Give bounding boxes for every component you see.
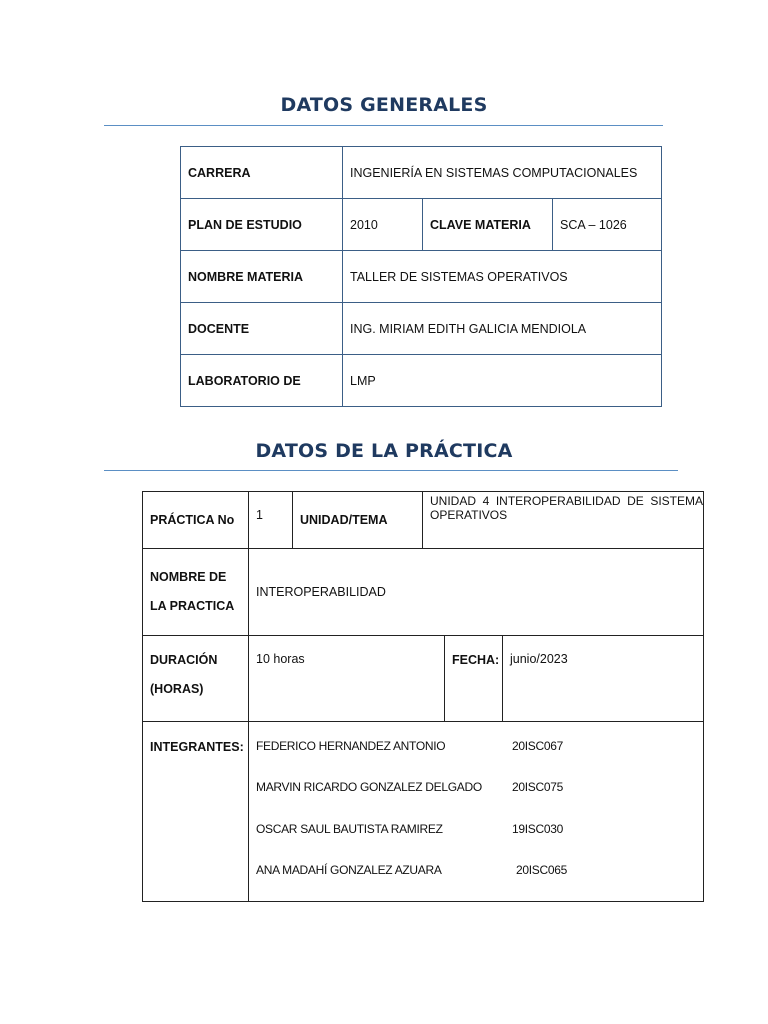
unidad-value: UNIDAD 4 INTEROPERABILIDAD DE SISTEMA OPERATIVOS xyxy=(423,492,704,549)
nombre-label: NOMBRE DE LA PRACTICA xyxy=(143,549,249,636)
materia-value: TALLER DE SISTEMAS OPERATIVOS xyxy=(343,251,662,303)
member-name: FEDERICO HERNANDEZ ANTONIO xyxy=(256,738,446,753)
docente-label: DOCENTE xyxy=(181,303,343,355)
list-item xyxy=(256,808,696,850)
clave-value: SCA – 1026 xyxy=(553,199,662,251)
table-row xyxy=(143,492,704,549)
member-name: MARVIN RICARDO GONZALEZ DELGADO xyxy=(256,780,482,795)
plan-value: 2010 xyxy=(343,199,423,251)
member-name: ANA MADAHÍ GONZALEZ AZUARA xyxy=(256,863,442,878)
lab-value: LMP xyxy=(343,355,662,407)
list-item xyxy=(256,725,696,767)
docente-value: ING. MIRIAM EDITH GALICIA MENDIOLA xyxy=(343,303,662,355)
practica-label: PRÁCTICA No xyxy=(143,492,249,549)
practica-value: 1 xyxy=(249,492,293,549)
table-row xyxy=(143,722,704,902)
member-name: OSCAR SAUL BAUTISTA RAMIREZ xyxy=(256,821,443,836)
duracion-label: DURACIÓN (HORAS) xyxy=(143,636,249,722)
unidad-label: UNIDAD/TEMA xyxy=(293,492,423,549)
materia-label: NOMBRE MATERIA xyxy=(181,251,343,303)
carrera-value: INGENIERÍA EN SISTEMAS COMPUTACIONALES xyxy=(343,147,662,199)
table-row xyxy=(143,636,704,722)
table-row xyxy=(181,251,662,303)
fecha-value: junio/2023 xyxy=(503,636,704,722)
clave-label: CLAVE MATERIA xyxy=(423,199,553,251)
member-id: 20ISC075 xyxy=(512,780,563,795)
table-row xyxy=(181,303,662,355)
integrantes-label: INTEGRANTES: xyxy=(143,722,249,902)
lab-label: LABORATORIO DE xyxy=(181,355,343,407)
general-data-title: DATOS GENERALES xyxy=(280,94,488,116)
member-id: 19ISC030 xyxy=(512,821,563,836)
duracion-value: 10 horas xyxy=(249,636,445,722)
table-row xyxy=(143,549,704,636)
general-data-table xyxy=(180,146,662,407)
table-row xyxy=(181,355,662,407)
members-list xyxy=(249,722,704,902)
list-item xyxy=(256,767,696,809)
member-id: 20ISC067 xyxy=(512,738,563,753)
table-row xyxy=(181,199,662,251)
list-item xyxy=(256,850,696,892)
practice-data-title: DATOS DE LA PRÁCTICA xyxy=(255,440,513,462)
practice-data-table xyxy=(142,491,704,902)
general-title-rule xyxy=(104,125,663,126)
plan-label: PLAN DE ESTUDIO xyxy=(181,199,343,251)
practice-title-rule xyxy=(104,470,678,471)
fecha-label: FECHA: xyxy=(445,636,503,722)
table-row xyxy=(181,147,662,199)
carrera-label: CARRERA xyxy=(181,147,343,199)
nombre-value: INTEROPERABILIDAD xyxy=(249,549,704,636)
member-id: 20ISC065 xyxy=(516,863,567,878)
